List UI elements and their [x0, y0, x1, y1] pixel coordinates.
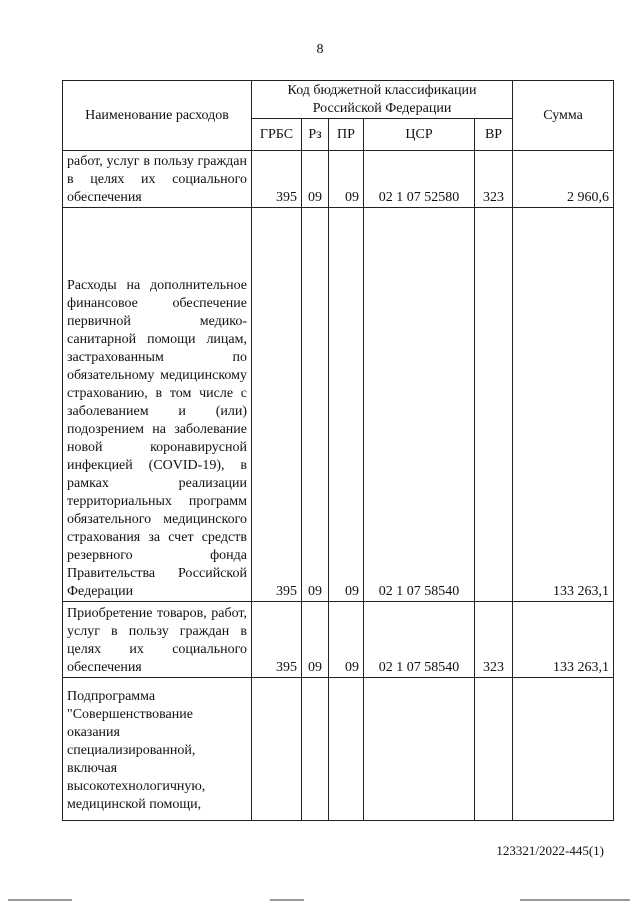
row-grbs — [252, 678, 302, 821]
row-rz — [302, 678, 329, 821]
header-sum: Сумма — [513, 81, 614, 151]
budget-table — [62, 80, 614, 821]
row-grbs: 395 — [252, 151, 302, 208]
row-pr: 09 — [329, 208, 364, 601]
scan-edge-mark — [8, 899, 72, 901]
table-row — [63, 151, 614, 208]
scan-edge-mark — [520, 899, 630, 901]
page-number: 8 — [316, 42, 324, 57]
scan-edge-mark — [270, 899, 304, 901]
row-csr — [364, 678, 475, 821]
document-number: 123321/2022-445(1) — [496, 843, 604, 858]
header-grbs: ГРБС — [252, 119, 302, 151]
row-sum: 133 263,1 — [513, 601, 614, 677]
row-vr: 323 — [475, 151, 513, 208]
table-row — [63, 678, 614, 821]
header-csr: ЦСР — [364, 119, 475, 151]
header-pr: ПР — [329, 119, 364, 151]
row-sum: 2 960,6 — [513, 151, 614, 208]
row-rz: 09 — [302, 151, 329, 208]
row-name: работ, услуг в пользу граждан в целях их социального обеспечения — [63, 151, 252, 208]
row-vr — [475, 678, 513, 821]
header-name-column: Наименование расходов — [63, 81, 252, 151]
row-grbs: 395 — [252, 208, 302, 601]
row-csr: 02 1 07 58540 — [364, 601, 475, 677]
row-name: Приобретение товаров, работ, услуг в пользу граждан в целях их социального обеспечения — [63, 601, 252, 677]
row-rz: 09 — [302, 601, 329, 677]
row-grbs: 395 — [252, 601, 302, 677]
row-name: Подпрограмма "Совершенствование оказания специализированной, включая высокотехнологичную, медицинской помощи, — [63, 678, 252, 821]
header-rz: Рз — [302, 119, 329, 151]
row-sum — [513, 678, 614, 821]
row-pr — [329, 678, 364, 821]
header-code-group: Код бюджетной классификации Российской Федерации — [252, 81, 513, 119]
row-name: Расходы на дополнительное финансовое обеспечение первичной медико-санитарной помощи лицам, застрахованным по обязательному медицинскому страхованию, в том числе с заболеванием и (или) подозрением на заболевание новой коронавирусной инфекцией (COVID-19), в рамках реализации территориальных программ обязательного медицинского страхования за счет средств резервного фонда Правительства Российской Федерации — [63, 208, 252, 601]
row-pr: 09 — [329, 151, 364, 208]
header-vr: ВР — [475, 119, 513, 151]
row-rz: 09 — [302, 208, 329, 601]
row-csr: 02 1 07 58540 — [364, 208, 475, 601]
table-row — [63, 208, 614, 601]
row-vr: 323 — [475, 601, 513, 677]
row-vr — [475, 208, 513, 601]
row-csr: 02 1 07 52580 — [364, 151, 475, 208]
table-row — [63, 601, 614, 677]
row-sum: 133 263,1 — [513, 208, 614, 601]
row-pr: 09 — [329, 601, 364, 677]
